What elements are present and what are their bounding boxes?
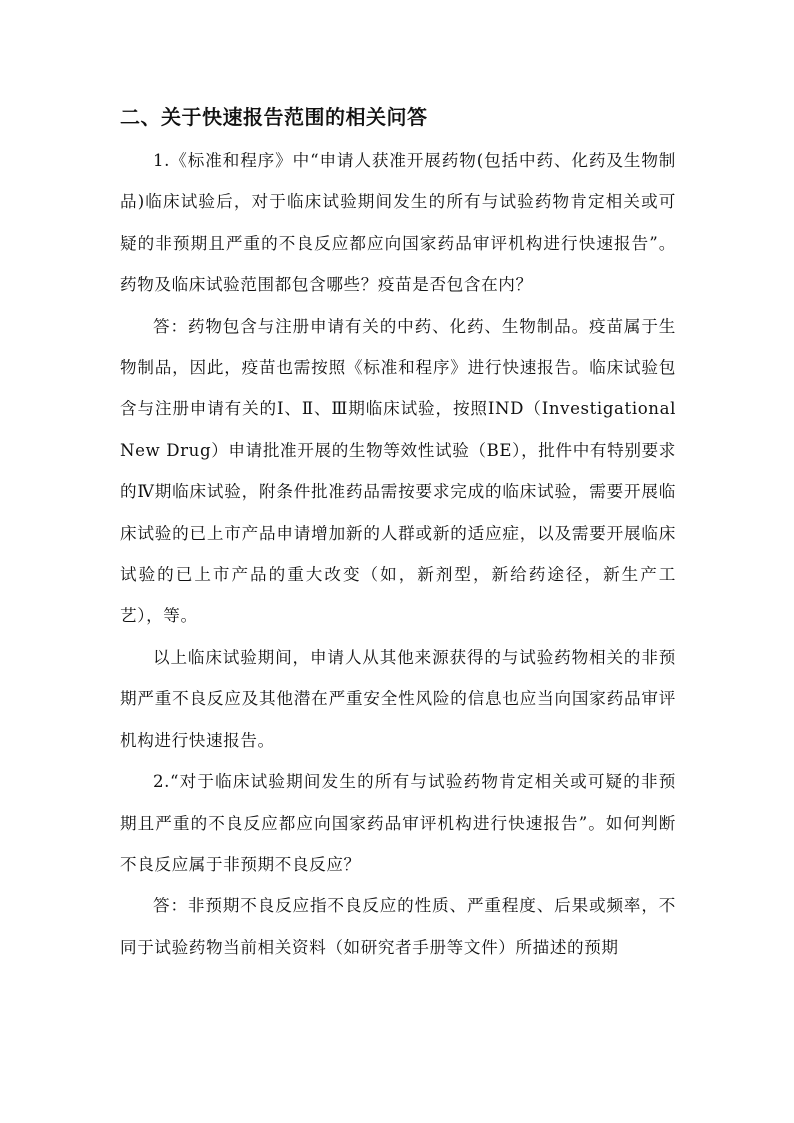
question-2-paragraph: 2.“对于临床试验期间发生的所有与试验药物肯定相关或可疑的非预期且严重的不良反应都应向国家药品审评机构进行快速报告”。如何判断不良反应属于非预期不良反应？ [120,772,676,874]
section-heading: 二、关于快速报告范围的相关问答 [120,105,428,129]
question-1-paragraph: 1.《标准和程序》中“申请人获准开展药物(包括中药、化药及生物制品)临床试验后，对于临床试验期间发生的所有与试验药物肯定相关或可疑的非预期且严重的不良反应都应向国家药品审评机构进行快速报告”。药物及临床试验范围都包含哪些？疫苗是否包含在内？ [120,151,676,295]
body-text [120,140,676,968]
answer-1-supplement-paragraph: 以上临床试验期间，申请人从其他来源获得的与试验药物相关的非预期严重不良反应及其他潜在严重安全性风险的信息也应当向国家药品审评机构进行快速报告。 [120,647,676,750]
answer-2-paragraph: 答：非预期不良反应指不良反应的性质、严重程度、后果或频率，不同于试验药物当前相关资料（如研究者手册等文件）所描述的预期 [120,896,676,957]
answer-1-paragraph: 答：药物包含与注册申请有关的中药、化药、生物制品。疫苗属于生物制品，因此，疫苗也需按照《标准和程序》进行快速报告。临床试验包含与注册申请有关的Ⅰ、Ⅱ、Ⅲ期临床试验，按照IND（Investigational New Drug）申请批准开展的生物等效性试验（BE），批件中有特别要求的Ⅳ期临床试验，附条件批准药品需按要求完成的临床试验，需要开展临床试验的已上市产品申请增加新的人群或新的适应症，以及需要开展临床试验的已上市产品的重大改变（如，新剂型，新给药途径，新生产工艺），等。 [120,316,676,626]
